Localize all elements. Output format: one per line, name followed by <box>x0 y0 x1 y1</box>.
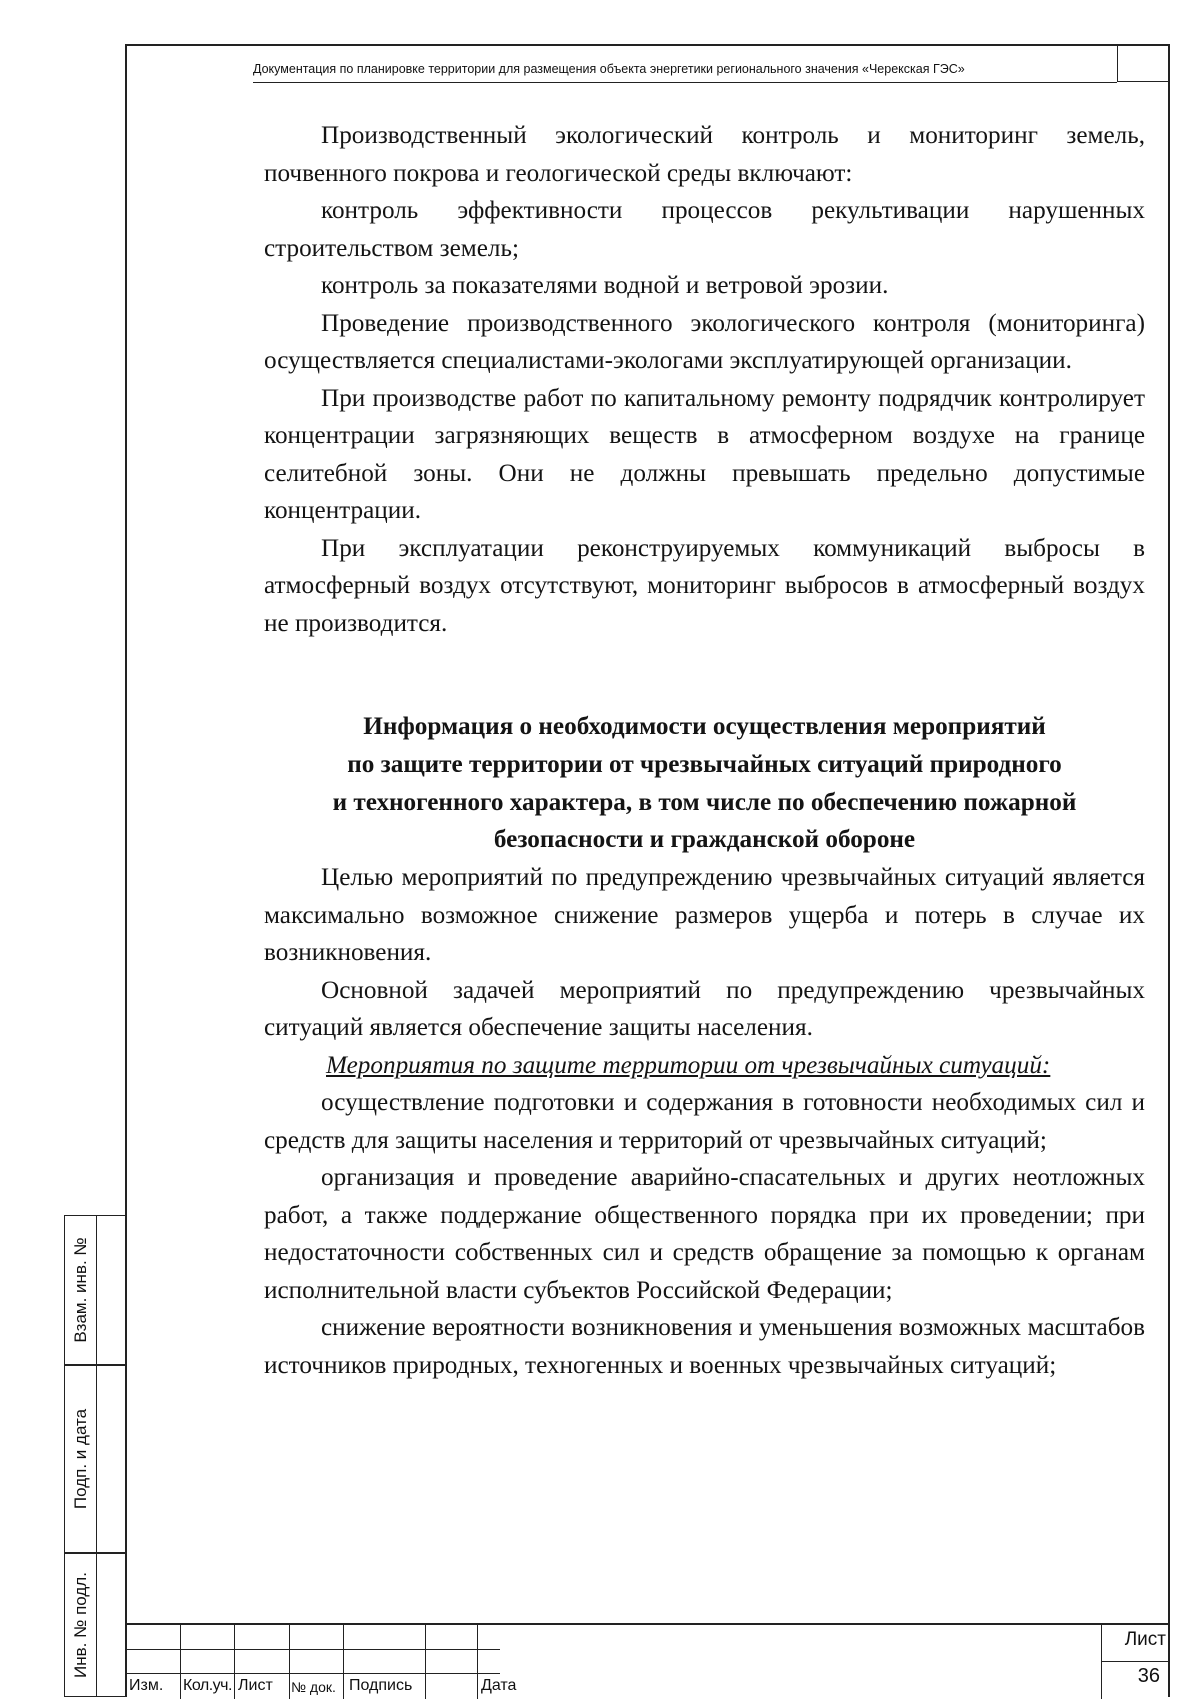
stamp-col-izm: Изм. <box>129 1677 164 1694</box>
paragraph: осуществление подготовки и содержания в готовности необходимых сил и средств для защиты населения и территорий от чрезвычайных ситуаций; <box>264 1089 1145 1154</box>
stamp-col-line <box>289 1625 290 1699</box>
sheet-label: Лист <box>1124 1629 1166 1650</box>
body-section-monitoring <box>264 117 1145 642</box>
side-stamp-inv <box>64 1553 126 1697</box>
side-stamp-podp <box>64 1365 126 1553</box>
paragraph: Целью мероприятий по предупреждению чрезвычайных ситуаций является максимально возможное снижение размеров ущерба и потерь в случае их возникновения. <box>264 864 1145 967</box>
heading-line: по защите территории от чрезвычайных ситуаций природного <box>347 750 1062 778</box>
paragraph: Основной задачей мероприятий по предупреждению чрезвычайных ситуаций является обеспечение защиты населения. <box>264 976 1145 1042</box>
stamp-col-line <box>234 1625 235 1699</box>
stamp-col-line <box>477 1625 478 1699</box>
stamp-col-line <box>343 1625 344 1699</box>
paragraph: контроль эффективности процессов рекультивации нарушенных строительством земель; <box>264 197 1145 262</box>
header-underline <box>253 82 1117 83</box>
paragraph: контроль за показателями водной и ветровой эрозии. <box>321 272 889 299</box>
paragraph: При производстве работ по капитальному ремонту подрядчик контролирует концентрации загрязняющих веществ в атмосферном воздухе на границе селитебной зоны. Они не должны превышать предельно допустимые концентрации. <box>264 384 1145 524</box>
stamp-row-line <box>125 1673 500 1674</box>
paragraph: Производственный экологический контроль и мониторинг земель, почвенного покрова и геологической среды включают: <box>264 122 1145 187</box>
stamp-col-podpis: Подпись <box>349 1677 413 1694</box>
paragraph: организация и проведение аварийно-спасательных и других неотложных работ, а также поддержание общественного порядка при их проведении; при недостаточности собственных сил и средств обращение за помощью к органам исполнительной власти субъектов Российской Федерации; <box>264 1164 1145 1304</box>
stamp-col-line <box>180 1625 181 1699</box>
side-label-podp: Подп. и дата <box>70 1408 90 1510</box>
heading-line: и техногенного характера, в том числе по обеспечению пожарной <box>332 788 1077 816</box>
heading-line: Информация о необходимости осуществления мероприятий <box>363 713 1046 740</box>
side-label-inv: Инв. № подл. <box>70 1572 90 1678</box>
document-header-title: Документация по планировке территории для размещения объекта энергетики регионального значения «Черекская ГЭС» <box>253 62 965 76</box>
stamp-row-line <box>125 1649 500 1650</box>
stamp-col-line <box>1101 1625 1102 1699</box>
header-corner-box <box>1117 44 1170 82</box>
side-stamp-vzam <box>64 1215 126 1365</box>
sheet-number: 36 <box>1137 1665 1160 1687</box>
body-section-emergency <box>264 708 1145 1384</box>
paragraph: При эксплуатации реконструируемых коммуникаций выбросы в атмосферный воздух отсутствуют, мониторинг выбросов в атмосферный воздух не производится. <box>264 534 1145 637</box>
stamp-col-koluch: Кол.уч. <box>183 1677 232 1694</box>
stamp-col-nodok: № док. <box>291 1679 336 1695</box>
heading-line: безопасности и гражданской обороне <box>493 826 916 854</box>
stamp-col-line <box>425 1625 426 1699</box>
stamp-col-data: Дата <box>481 1677 517 1694</box>
side-label-vzam: Взам. инв. № <box>70 1237 90 1343</box>
paragraph: Проведение производственного экологического контроля (мониторинга) осуществляется специалистами-экологами эксплуатирующей организации. <box>264 309 1145 374</box>
paragraph: снижение вероятности возникновения и уменьшения возможных масштабов источников природных, техногенных и военных чрезвычайных ситуаций; <box>264 1314 1145 1379</box>
section-heading <box>264 708 1145 859</box>
sheet-divider <box>1101 1661 1170 1662</box>
stamp-col-list: Лист <box>238 1677 273 1694</box>
title-block-stamp <box>125 1623 1170 1697</box>
measures-sublead: Мероприятия по защите территории от чрезвычайных ситуаций: <box>326 1051 1051 1079</box>
